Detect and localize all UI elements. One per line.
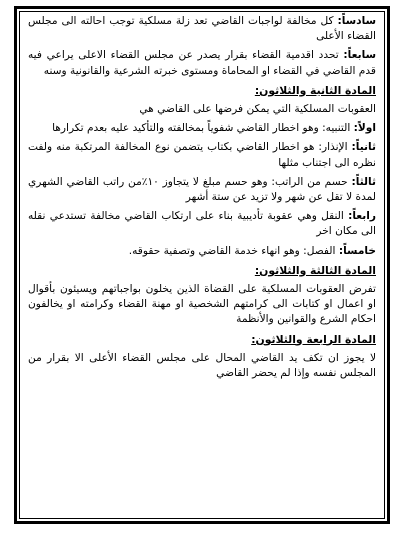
clause-label: خامساً: — [338, 244, 376, 257]
clause-label: اولاً: — [353, 122, 376, 135]
paragraph — [28, 244, 376, 259]
paragraph — [28, 102, 376, 117]
article-heading: المادة الرابعة والثلاثون: — [251, 332, 376, 346]
clause-label: سابعاً: — [343, 49, 376, 62]
clause-label: ثانياً: — [351, 141, 376, 154]
paragraph-text: النقل وهي عقوبة تأديبية بناء على ارتكاب القاضي مخالفة تستدعي نقله الى مكان اخر — [28, 210, 376, 238]
paragraph — [28, 121, 376, 136]
article-heading: المادة الثالثة والثلاثون: — [254, 263, 376, 277]
paragraph-text: العقوبات المسلكية التي يمكن فرضها على القاضي هي — [139, 103, 376, 116]
clause-label: ثالثاً: — [351, 175, 376, 188]
document-body — [28, 14, 376, 514]
paragraph-text: التنبيه: وهو اخطار القاضي شفوياً بمخالفته والتأكيد عليه بعدم تكرارها — [52, 122, 354, 135]
paragraph — [28, 140, 376, 170]
paragraph — [28, 351, 376, 381]
paragraph — [28, 14, 376, 44]
article-heading: المادة الثانية والثلاثون: — [254, 83, 376, 97]
paragraph-text: الفصل: وهو انهاء خدمة القاضي وتصفية حقوقه. — [128, 244, 339, 257]
clause-label: رابعاً: — [348, 210, 376, 223]
paragraph-text: تحدد اقدمية القضاء بقرار يصدر عن مجلس القضاء الاعلى يراعي فيه قدم القاضي في القضاء او المحاماة ومستوى خبرته الشرعية والقانونية وسنه — [28, 49, 376, 77]
paragraph-text: الإنذار: هو اخطار القاضي بكتاب يتضمن نوع المخالفة المرتكبة منه ولفت نظره الى اجتناب مثلها — [28, 141, 376, 169]
paragraph-text: لا يجوز ان تكف يد القاضي المحال على مجلس القضاء الأعلى الا بقرار من المجلس نفسه وإذا لم يحضر القاضي — [28, 351, 376, 380]
paragraph-text: كل مخالفة لواجبات القاضي تعد زلة مسلكية توجب احالته الى مجلس القضاء الأعلى — [28, 15, 376, 43]
paragraph-text: حسم من الراتب: وهو حسم مبلغ لا يتجاوز ١٠٪من راتب القاضي الشهري لمدة لا تقل عن شهر ولا تزيد عن ستة أشهر — [28, 175, 376, 204]
clause-label: سادساً: — [337, 15, 376, 27]
paragraph-text: تفرض العقوبات المسلكية على القضاة الذين يخلون بواجباتهم ويسيئون بأقوال او اعمال او كتابات الى كرامتهم الشخصية او مهنة القضاء وكرامته او يخالفون احكام الشرع والقوانين والأنظمة — [28, 283, 376, 326]
paragraph — [28, 175, 376, 205]
paragraph — [28, 282, 376, 328]
paragraph — [28, 48, 376, 78]
paragraph — [28, 209, 376, 239]
